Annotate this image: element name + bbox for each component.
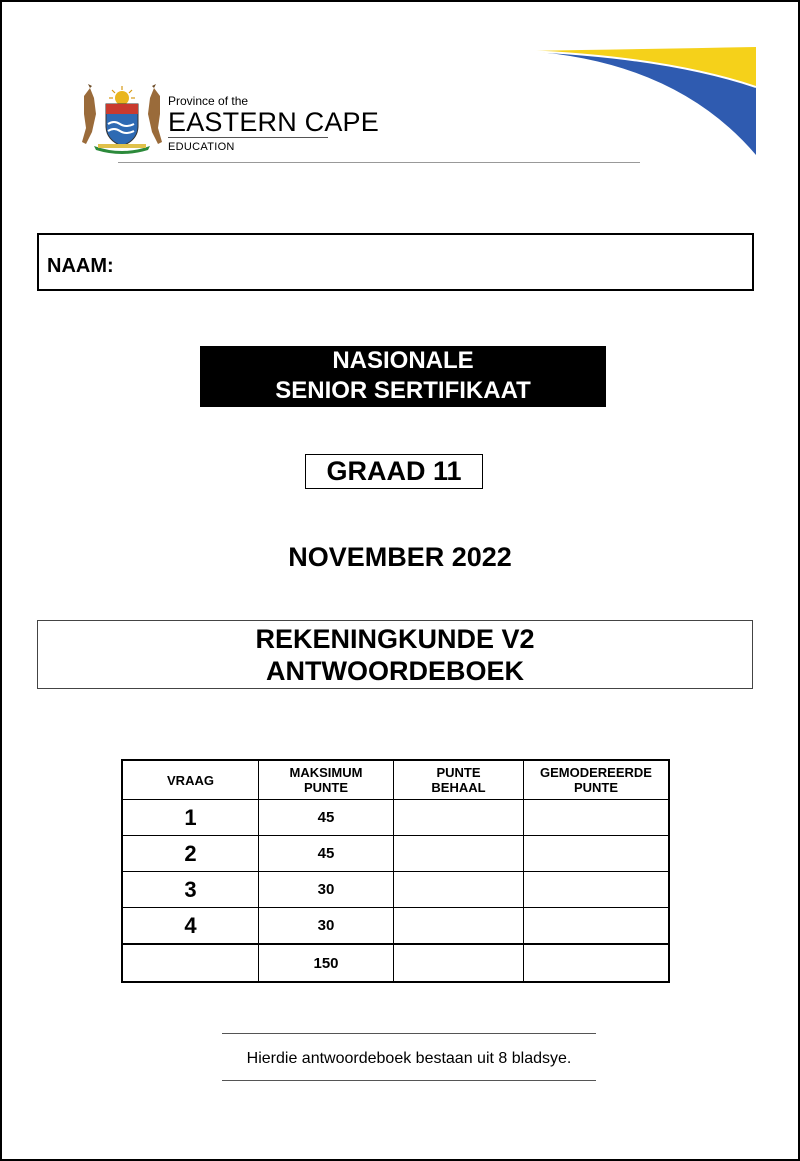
subject-title: REKENINGKUNDE V2 xyxy=(255,624,535,654)
table-header-row xyxy=(122,760,669,800)
table-row xyxy=(122,908,669,945)
footer-bottom-rule xyxy=(222,1080,596,1081)
table-row xyxy=(122,872,669,908)
header-marks-obtained xyxy=(394,760,524,800)
logo-education-text: EDUCATION xyxy=(168,141,235,153)
table-total-row xyxy=(122,944,669,982)
table-row xyxy=(122,836,669,872)
table-row xyxy=(122,800,669,836)
header-max-line1: MAKSIMUM xyxy=(289,765,363,780)
max-marks-cell: 30 xyxy=(259,908,394,945)
total-label-cell xyxy=(122,944,259,982)
grade-box: GRAAD 11 xyxy=(305,454,483,489)
header-obtained-line2: BEHAAL xyxy=(431,780,486,795)
moderated-marks-cell[interactable] xyxy=(524,908,670,945)
eastern-cape-wordmark xyxy=(168,94,379,153)
header-max-marks xyxy=(259,760,394,800)
coat-of-arms-logo xyxy=(76,84,168,154)
name-label: NAAM: xyxy=(47,255,114,277)
subject-subtitle: ANTWOORDEBOEK xyxy=(266,656,524,686)
header-swoosh-graphic xyxy=(526,47,756,159)
total-max-marks: 150 xyxy=(259,944,394,982)
header-moderated-line1: GEMODEREERDE xyxy=(540,765,652,780)
header-obtained-line1: PUNTE xyxy=(436,765,481,780)
question-number: 1 xyxy=(122,800,259,836)
marks-obtained-cell[interactable] xyxy=(394,836,524,872)
header-moderated-line2: PUNTE xyxy=(573,780,619,795)
moderated-marks-cell[interactable] xyxy=(524,800,670,836)
question-number: 3 xyxy=(122,872,259,908)
marks-obtained-cell[interactable] xyxy=(394,872,524,908)
nsc-banner xyxy=(200,346,606,407)
total-moderated-cell[interactable] xyxy=(524,944,670,982)
nsc-line-2: SENIOR SERTIFIKAAT xyxy=(275,377,531,404)
max-marks-cell: 45 xyxy=(259,800,394,836)
marks-obtained-cell[interactable] xyxy=(394,800,524,836)
exam-date: NOVEMBER 2022 xyxy=(288,542,512,572)
page-count-note: Hierdie antwoordeboek bestaan uit 8 bladsye. xyxy=(246,1050,572,1067)
question-number: 2 xyxy=(122,836,259,872)
logo-eastern-cape-text: EASTERN CAPE xyxy=(168,107,379,137)
header-divider xyxy=(118,162,640,163)
footer-top-rule xyxy=(222,1033,596,1034)
marks-obtained-cell[interactable] xyxy=(394,908,524,945)
logo-underline xyxy=(168,137,328,138)
name-field-box[interactable] xyxy=(37,233,754,291)
max-marks-cell: 30 xyxy=(259,872,394,908)
logo-province-text: Province of the xyxy=(168,94,249,108)
nsc-line-1: NASIONALE xyxy=(332,347,474,374)
header-moderated-marks xyxy=(524,760,670,800)
subject-box xyxy=(37,620,753,689)
marks-table xyxy=(121,759,670,983)
header-max-line2: PUNTE xyxy=(303,780,349,795)
moderated-marks-cell[interactable] xyxy=(524,872,670,908)
header-question: VRAAG xyxy=(122,760,259,800)
total-obtained-cell[interactable] xyxy=(394,944,524,982)
moderated-marks-cell[interactable] xyxy=(524,836,670,872)
question-number: 4 xyxy=(122,908,259,945)
max-marks-cell: 45 xyxy=(259,836,394,872)
